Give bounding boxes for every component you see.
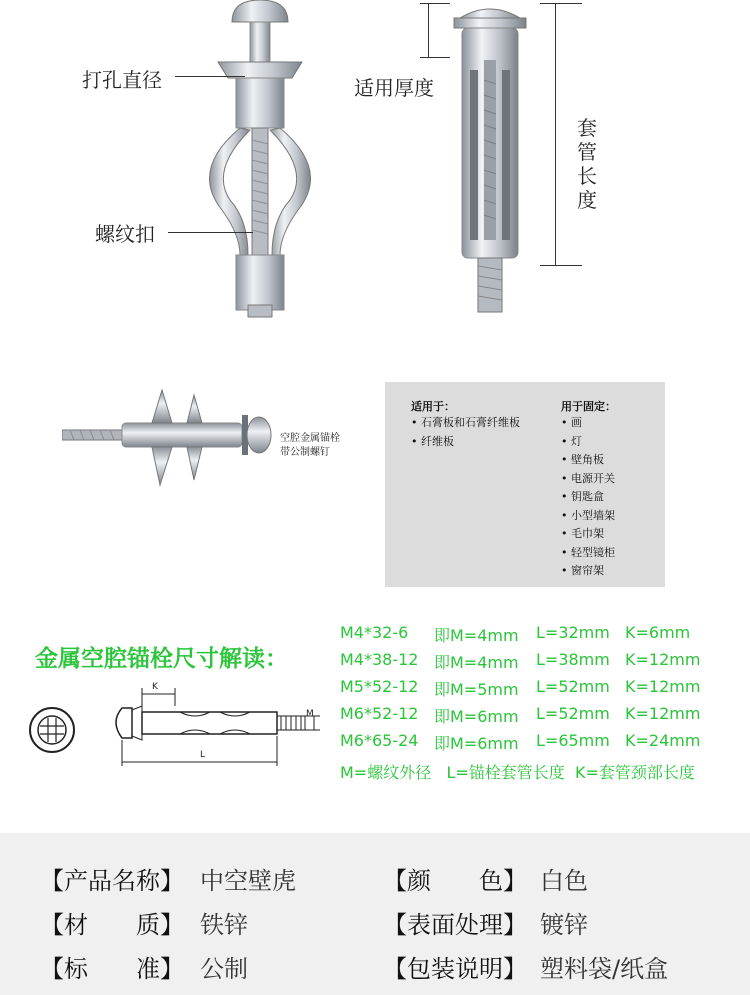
usage-info-box [385,382,665,587]
spec-model: M6*52-12 [340,704,419,723]
anchor-caption [280,432,340,460]
list-item: • 窗帘架 [561,564,604,577]
footer-label-material: 【材 质】 [40,911,184,939]
used-for-title: 用于固定： [561,400,616,413]
sleeve-tick-top [540,3,582,4]
spec-k: K=12mm [625,677,701,696]
anchor-end-view-diagram [22,700,82,760]
suitable-item: 石膏板和石膏纤维板 [421,416,520,429]
spec-model: M4*38-12 [340,650,419,669]
nut-leader [168,232,253,233]
spec-legend: M=螺纹外径 L=锚栓套管长度 K=套管颈部长度 [340,763,695,782]
drill-hole-leader [175,76,245,77]
spec-k: K=24mm [625,731,701,750]
used-item: 电源开关 [571,471,615,485]
anchor-photo-horizontal [62,385,272,495]
used-item: 壁角板 [571,453,604,466]
footer-label-color: 【颜 色】 [383,867,527,895]
spec-model: M5*52-12 [340,677,419,696]
anchor-side-view-diagram [100,680,330,775]
spec-m: 即M=4mm [434,626,519,645]
drill-hole-label: 打孔直径 [82,68,162,92]
spec-l: L=32mm [536,623,610,642]
list-item: • 灯 [561,434,582,448]
footer-value-packaging: 塑料袋/纸盒 [540,955,669,983]
used-item: 钥匙盒 [571,490,604,503]
footer-label-surface: 【表面处理】 [383,911,527,939]
footer-value-surface: 镀锌 [540,911,588,939]
list-item: • 毛巾架 [561,527,604,540]
spec-k: K=12mm [625,704,701,723]
used-item: 轻型镜柜 [571,545,615,559]
list-item: • 钥匙盒 [561,490,604,503]
spec-m: 即M=6mm [434,734,519,753]
suitable-item: 纤维板 [421,434,454,448]
dim-m-label: M [306,709,314,719]
spec-l: L=65mm [536,731,610,750]
spec-m: 即M=6mm [434,707,519,726]
footer-label-standard: 【标 准】 [40,955,184,983]
suitable-for-title: 适用于： [411,400,455,413]
spec-m: 即M=4mm [434,653,519,672]
thickness-tick-top [420,3,450,4]
footer-label-packaging: 【包装说明】 [383,955,527,983]
sleeve-length-label: 套管长度 [577,116,597,212]
anchor-caption-line-2: 带公制螺钉 [280,447,330,458]
spec-model: M6*65-24 [340,731,419,750]
list-item: • 电源开关 [561,471,615,485]
dim-l-label: L [200,750,206,760]
spec-l: L=38mm [536,650,610,669]
anchor-caption-line-1: 空腔金属锚栓 [280,433,340,444]
used-item: 灯 [571,434,582,448]
footer-label-name: 【产品名称】 [40,867,184,895]
spec-l: L=52mm [536,677,610,696]
sleeve-tick-bottom [540,265,582,266]
list-item: • 石膏板和石膏纤维板 [411,416,520,429]
used-for-list [561,414,615,581]
spec-m: 即M=5mm [434,680,519,699]
sleeve-length-dimension [555,3,556,266]
nut-label: 螺纹扣 [95,222,155,246]
used-item: 画 [571,416,582,429]
list-item: • 画 [561,416,582,429]
footer-value-standard: 公制 [200,955,248,983]
spec-model: M4*32-6 [340,623,409,642]
product-info-footer [0,833,750,995]
spec-k: K=6mm [625,623,691,642]
list-item: • 小型墙架 [561,508,615,522]
footer-value-name: 中空壁虎 [200,867,296,895]
anchor-photo-sleeve [440,0,540,320]
thickness-label: 适用厚度 [354,76,434,100]
dim-k-label: K [152,682,158,692]
spec-k: K=12mm [625,650,701,669]
used-item: 小型墙架 [571,508,615,522]
anchor-photo-expanded [160,0,360,330]
thickness-tick-bottom [420,57,450,58]
list-item: • 轻型镜柜 [561,545,615,559]
footer-value-color: 白色 [540,867,588,895]
thickness-dimension [428,3,429,58]
list-item: • 纤维板 [411,434,454,448]
suitable-for-list [411,414,520,451]
footer-value-material: 铁锌 [200,911,248,939]
used-item: 窗帘架 [571,564,604,577]
used-item: 毛巾架 [571,527,604,540]
spec-l: L=52mm [536,704,610,723]
spec-title: 金属空腔锚栓尺寸解读： [35,646,288,672]
list-item: • 壁角板 [561,453,604,466]
